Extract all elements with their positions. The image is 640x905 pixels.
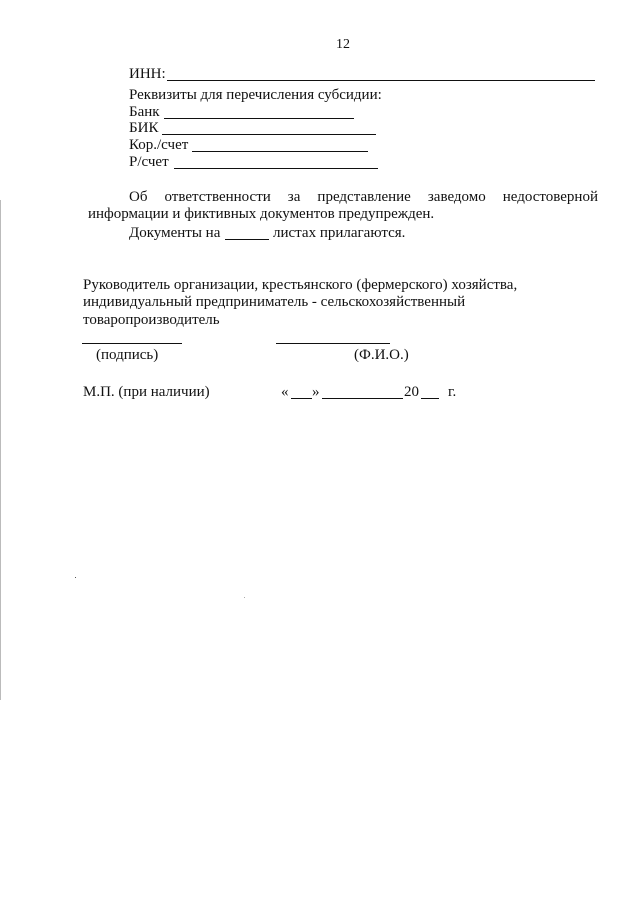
inn-label: ИНН:	[129, 66, 166, 82]
bik-label: БИК	[129, 120, 159, 136]
scan-edge-shadow	[0, 200, 1, 700]
head-line-1: Руководитель организации, крестьянского (фермерского) хозяйства,	[83, 277, 518, 293]
documents-count-line[interactable]	[225, 239, 269, 240]
requisites-heading: Реквизиты для перечисления субсидии:	[129, 87, 382, 103]
head-line-3: товаропроизводитель	[83, 312, 220, 328]
date-open-quote: «	[281, 384, 289, 400]
page-number: 12	[336, 37, 350, 52]
date-month-line[interactable]	[322, 398, 403, 399]
documents-prefix: Документы на	[129, 225, 221, 241]
rs-account-field-line[interactable]	[174, 168, 378, 169]
date-close-quote: »	[312, 384, 320, 400]
responsibility-line-2: информации и фиктивных документов предупрежден.	[88, 206, 435, 222]
fio-caption: (Ф.И.О.)	[354, 347, 409, 363]
date-day-line[interactable]	[291, 398, 312, 399]
fio-line[interactable]	[276, 343, 390, 344]
head-line-2: индивидуальный предприниматель - сельскохозяйственный	[83, 294, 466, 310]
responsibility-line-1: Об ответственности за представление заведомо недостоверной	[129, 189, 598, 205]
documents-suffix: листах прилагаются.	[273, 225, 406, 241]
signature-line[interactable]	[82, 343, 182, 344]
kor-account-label: Кор./счет	[129, 137, 189, 153]
inn-field-line[interactable]	[167, 80, 595, 81]
scan-speck	[75, 577, 76, 578]
date-year-suffix: г.	[448, 384, 457, 400]
kor-account-field-line[interactable]	[192, 151, 368, 152]
signature-caption: (подпись)	[96, 347, 159, 363]
bank-field-line[interactable]	[164, 118, 354, 119]
scan-speck	[244, 597, 245, 598]
date-year-line[interactable]	[421, 398, 439, 399]
rs-account-label: Р/счет	[129, 154, 169, 170]
bik-field-line[interactable]	[162, 134, 376, 135]
bank-label: Банк	[129, 104, 160, 120]
stamp-label: М.П. (при наличии)	[83, 384, 210, 400]
date-year-prefix: 20	[404, 384, 419, 400]
